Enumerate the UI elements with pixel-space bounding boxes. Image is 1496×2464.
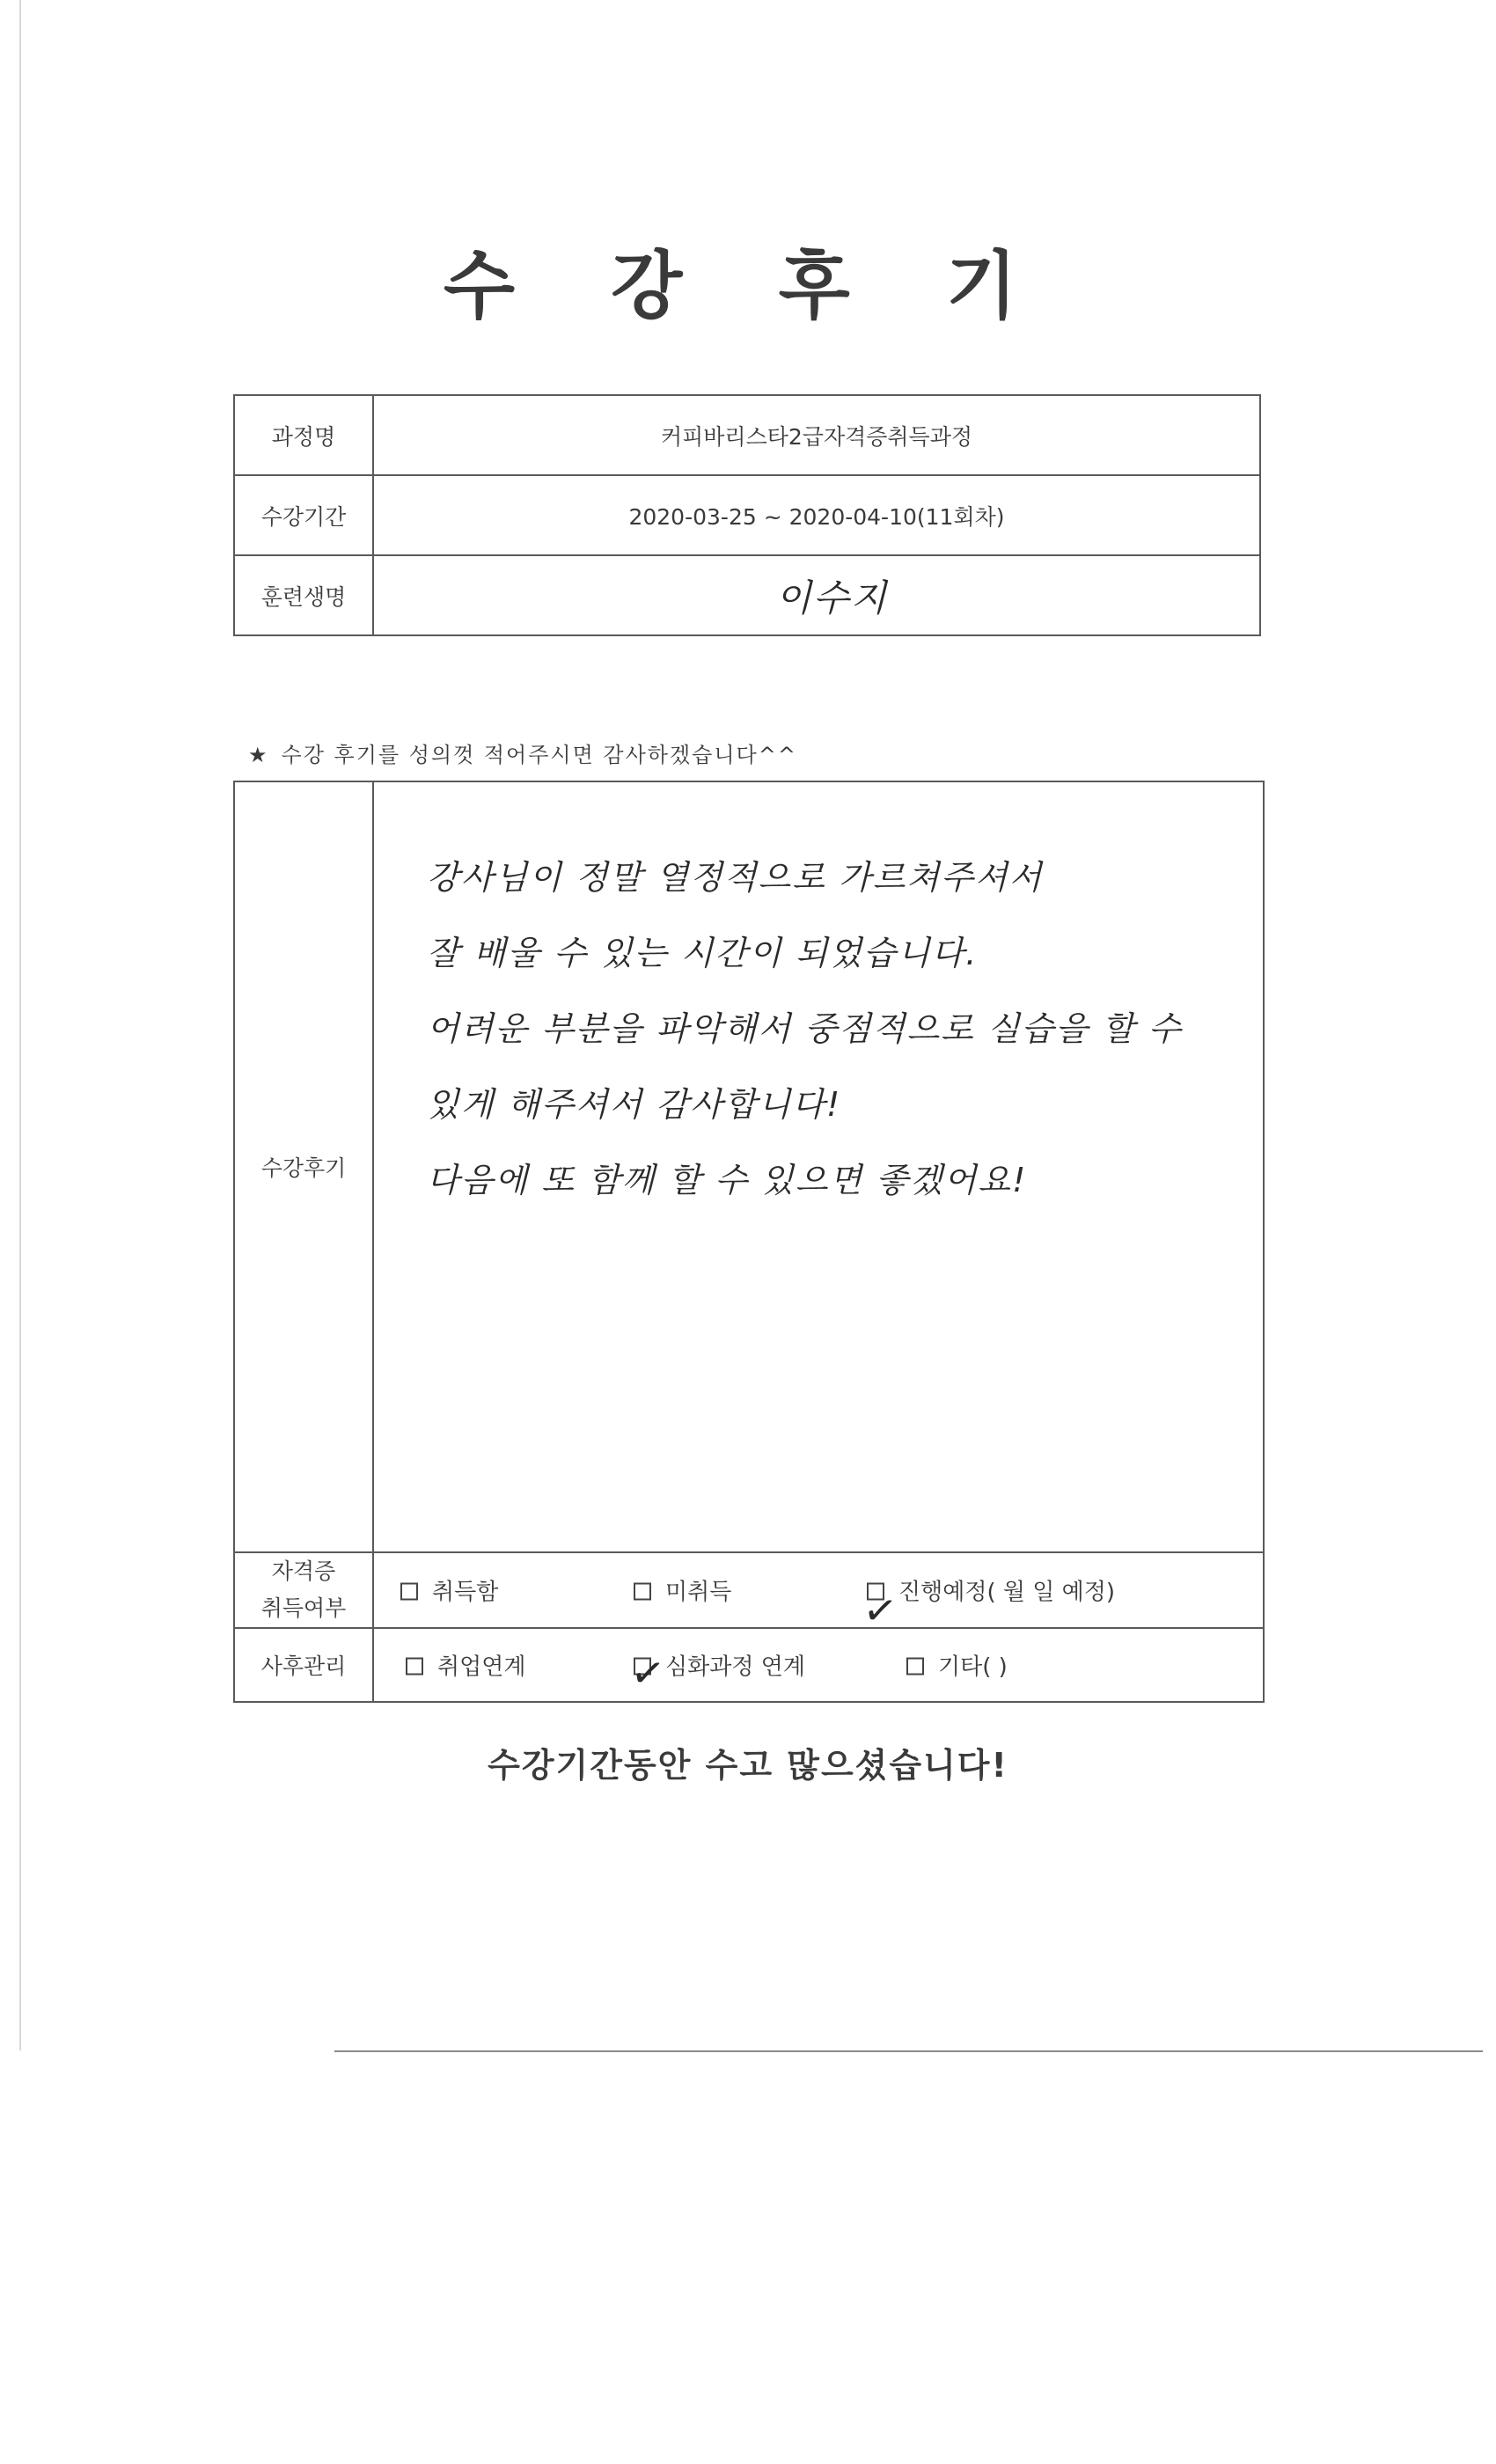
review-line: 있게 해주셔서 감사합니다! — [427, 1085, 842, 1124]
certification-label-line1: 자격증 — [271, 1558, 336, 1584]
aftercare-options — [373, 1628, 1264, 1702]
aftercare-row — [234, 1628, 1264, 1702]
review-line: 어려운 부분을 파악해서 중점적으로 실습을 할 수 — [427, 1009, 1183, 1048]
option-planned[interactable] — [867, 1574, 1115, 1607]
checkmark-icon: ✓ — [860, 1584, 901, 1637]
trainee-name-handwritten: 이수지 — [775, 576, 889, 620]
scan-edge-bottom — [334, 2050, 1483, 2052]
review-content — [373, 781, 1264, 1552]
checkbox-icon[interactable] — [906, 1657, 924, 1675]
option-label: 취득함 — [432, 1579, 499, 1606]
review-table — [233, 781, 1265, 1703]
option-label: 진행예정( 월 일 예정) — [898, 1579, 1116, 1606]
option-other[interactable] — [906, 1649, 1008, 1682]
review-line: 다음에 또 함께 할 수 있으면 좋겠어요! — [427, 1161, 1028, 1199]
option-label: 미취득 — [665, 1579, 732, 1606]
trainee-cell — [373, 555, 1260, 635]
trainee-label: 훈련생명 — [234, 555, 373, 635]
checkbox-icon[interactable] — [406, 1657, 423, 1675]
option-label: 심화과정 연계 — [665, 1654, 805, 1681]
certification-label — [234, 1552, 373, 1628]
period-value: 2020-03-25 ~ 2020-04-10(11회차) — [373, 475, 1260, 555]
course-value: 커피바리스타2급자격증취득과정 — [373, 395, 1260, 475]
option-label: 기타( ) — [938, 1654, 1008, 1681]
review-label: 수강후기 — [234, 781, 373, 1552]
course-label: 과정명 — [234, 395, 373, 475]
star-icon: ★ — [248, 743, 269, 767]
period-label: 수강기간 — [234, 475, 373, 555]
certification-row — [234, 1552, 1264, 1628]
review-row — [234, 781, 1264, 1552]
course-info-table — [233, 394, 1261, 636]
checkbox-icon[interactable] — [634, 1582, 651, 1600]
certification-options — [373, 1552, 1264, 1637]
option-employment-link[interactable] — [406, 1649, 525, 1682]
page-title: 수 강 후 기 — [443, 243, 1053, 329]
checkbox-icon[interactable] — [400, 1582, 418, 1600]
trainee-row — [234, 555, 1260, 635]
notice — [248, 737, 797, 768]
closing-message: 수강기간동안 수고 많으셨습니다! — [488, 1746, 1008, 1785]
option-label: 취업연계 — [437, 1654, 526, 1681]
review-line: 잘 배울 수 있는 시간이 되었습니다. — [427, 934, 979, 972]
notice-text: 수강 후기를 성의껏 적어주시면 감사하겠습니다^^ — [281, 743, 797, 767]
option-not-acquired[interactable] — [634, 1574, 731, 1607]
period-row — [234, 475, 1260, 555]
course-row — [234, 395, 1260, 475]
certification-label-line2: 취득여부 — [260, 1595, 347, 1621]
option-acquired[interactable] — [400, 1574, 498, 1607]
aftercare-label: 사후관리 — [234, 1628, 373, 1702]
checkmark-icon: ✓ — [627, 1646, 669, 1699]
review-line: 강사님이 정말 열정적으로 가르쳐주셔서 — [427, 858, 1044, 897]
